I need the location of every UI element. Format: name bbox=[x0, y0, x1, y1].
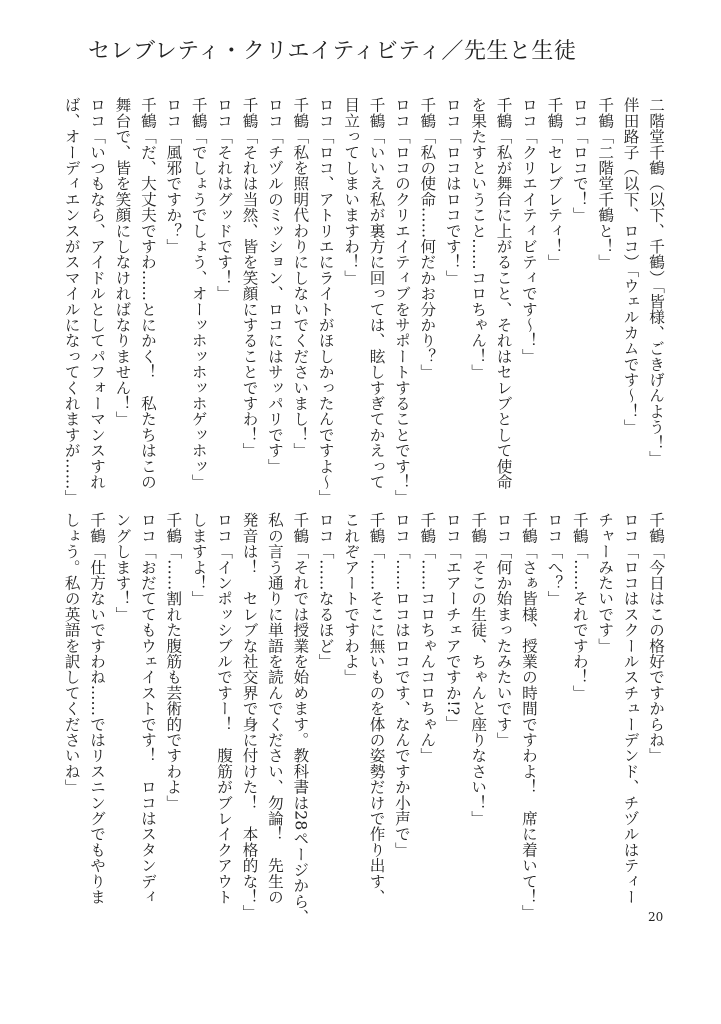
text-line: しますよ！」 bbox=[189, 512, 208, 607]
upper-text-block bbox=[58, 97, 668, 506]
text-line: 千鶴「さぁ皆様、授業の時間ですわよ！ 席に着いて！」 bbox=[519, 512, 538, 921]
text-line: 伴田路子（以下、ロコ）「ウェルカムです～！」 bbox=[621, 97, 640, 435]
text-line: 千鶴「それでは授業を始めます。教科書は28ページから、 bbox=[291, 512, 310, 925]
text-line: ロコ「ロコ、アトリエにライトがほしかったんですよ～」 bbox=[316, 97, 335, 506]
text-line: ロコ「へ？」 bbox=[545, 512, 564, 607]
text-line: 千鶴「……そこに無いものを体の姿勢だけで作り出す、 bbox=[367, 512, 386, 905]
text-line: ロコ「風邪ですか？」 bbox=[164, 97, 183, 254]
text-line: しょう。私の英語を訳してくださいね」 bbox=[62, 512, 81, 795]
text-line: ロコ「エアーチェアですか!?」 bbox=[443, 512, 462, 731]
text-line: 千鶴「でしょうでしょう、オーッホッホッホゲッホッ」 bbox=[189, 97, 208, 490]
page-number: 20 bbox=[648, 910, 664, 924]
text-line: 私の言う通りに単語を読んでください、勿論！ 先生の bbox=[265, 512, 284, 905]
text-line: ロコ「いつもなら、アイドルとしてパフォーマンスすれ bbox=[88, 97, 107, 490]
text-line: 舞台で、皆を笑顔にしなければなりません！」 bbox=[113, 97, 132, 427]
text-line: 千鶴「……それですわ！」 bbox=[570, 512, 589, 701]
text-line: 千鶴「仕方ないですわね……ではリスニングでもやりま bbox=[88, 512, 107, 905]
text-line: ロコ「おだててもウェイストです！ ロコはスタンディ bbox=[138, 512, 157, 905]
text-line: ロコ「クリエイティビティです～！」 bbox=[519, 97, 538, 364]
text-line: 二階堂千鶴（以下、千鶴）「皆様、ごきげんよう！」 bbox=[647, 97, 665, 466]
text-line: 千鶴「今日はこの格好ですからね」 bbox=[647, 512, 665, 764]
text-line: 千鶴「……コロちゃんコロちゃん」 bbox=[418, 512, 437, 764]
text-line: ロコ「……ロコはロコです、なんですか小声で」 bbox=[392, 512, 411, 858]
text-line: 千鶴「それは当然、皆を笑顔にすることですわ！」 bbox=[240, 97, 259, 459]
text-line: ロコ「……なるほど」 bbox=[316, 512, 335, 669]
page-title: セレブレティ・クリエイティビティ／先生と生徒 bbox=[88, 39, 577, 64]
text-line: ロコ「ロコのクリエイティブをサポートすることです！」 bbox=[392, 97, 411, 506]
text-line: 発音は！ セレブな社交界で身に付けた！ 本格的な！」 bbox=[240, 512, 259, 921]
text-line: ングします！」 bbox=[113, 512, 132, 622]
text-line: 目立ってしまいますわ！」 bbox=[342, 97, 361, 286]
text-line: ロコ「それはグッドです！」 bbox=[215, 97, 234, 302]
text-line: 千鶴「……割れた腹筋も芸術的ですわよ」 bbox=[164, 512, 183, 811]
text-line: ロコ「チヅルのミッション、ロコにはサッパリです」 bbox=[265, 97, 284, 474]
text-line: ロコ「ロコはスクールスチューデンド、チヅルはティー bbox=[621, 512, 640, 905]
text-line: ロコ「ロコはロコです！」 bbox=[443, 97, 462, 286]
text-line: ロコ「ロコで！」 bbox=[570, 97, 589, 223]
text-line: 千鶴「私を照明代わりにしないでくださいまし！」 bbox=[291, 97, 310, 459]
text-line: 千鶴「私の使命……何だかお分かり？」 bbox=[418, 97, 437, 380]
text-line: 千鶴「私が舞台に上がること、それはセレブとして使命 bbox=[494, 97, 513, 490]
text-line: ロコ「何か始まったみたいです」 bbox=[494, 512, 513, 748]
text-line: これぞアートですわよ」 bbox=[342, 512, 361, 685]
text-line: を果たすということ……コロちゃん！」 bbox=[469, 97, 488, 380]
text-line: 千鶴「そこの生徒、ちゃんと座りなさい！」 bbox=[469, 512, 488, 826]
text-line: 千鶴「二階堂千鶴と！」 bbox=[596, 97, 615, 270]
text-line: 千鶴「セレブレティ！」 bbox=[545, 97, 564, 270]
text-line: ば、オーディエンスがスマイルになってくれますが……」 bbox=[62, 97, 81, 506]
text-line: 千鶴「だ、大丈夫ですわ……とにかく！ 私たちはこの bbox=[138, 97, 157, 490]
text-line: チャーみたいです」 bbox=[596, 512, 615, 654]
text-line: 千鶴「いいえ私が裏方に回っては、眩しすぎてかえって bbox=[367, 97, 386, 490]
text-line: ロコ「インポッシブルですー！ 腹筋がブレイクアウト bbox=[215, 512, 234, 905]
